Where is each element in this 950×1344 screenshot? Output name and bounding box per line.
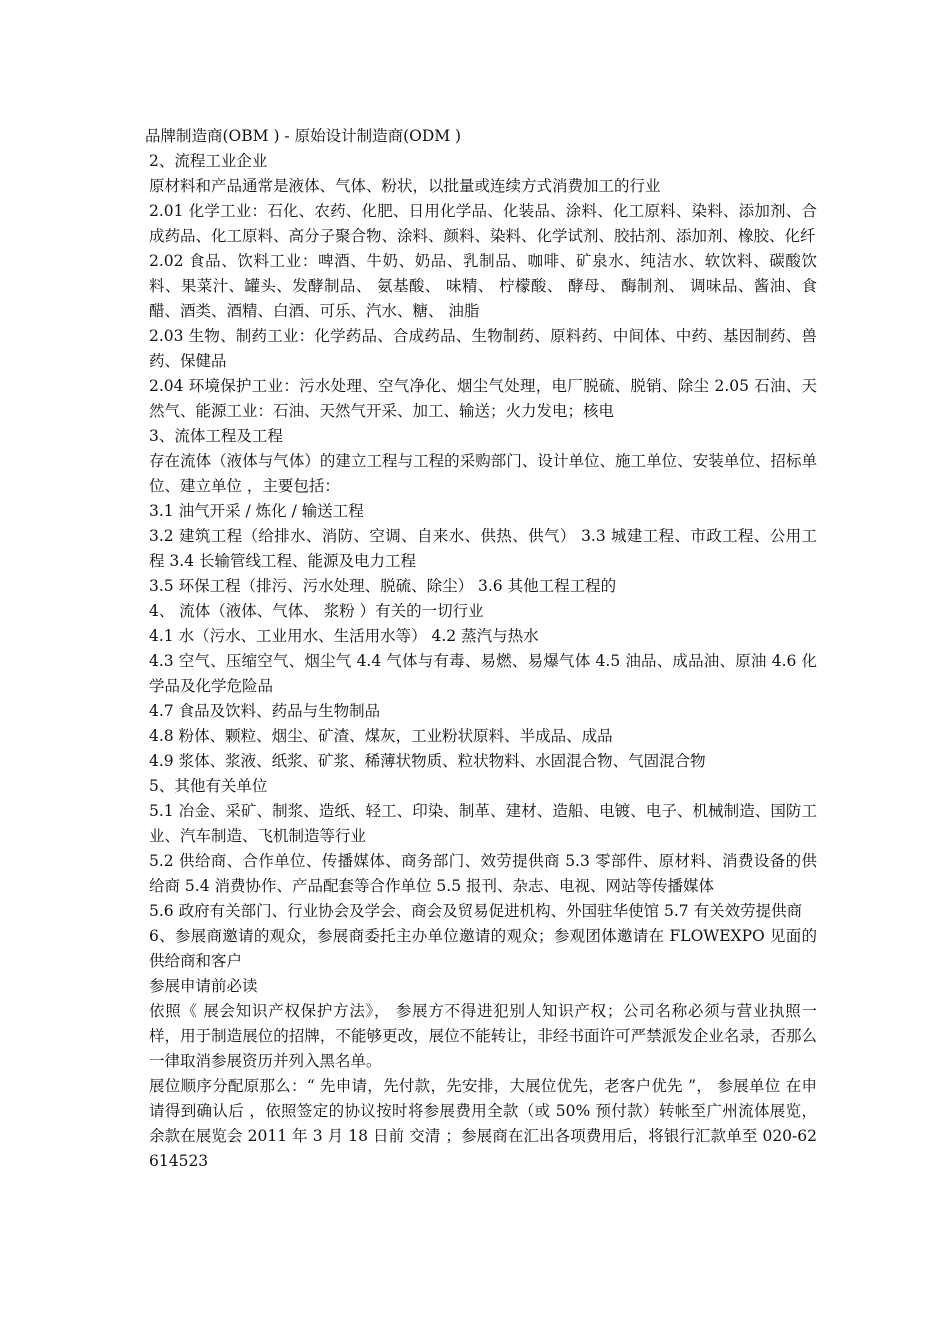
paragraph-booth-allocation: 展位顺序分配原那么：“ 先申请，先付款，先安排，大展位优先，老客户优先 ”， 参展单位 在申请得到确认后 ，依照签定的协议按时将参展费用全款（或 50% 预付款）转帐至广州流体展览，余款在展览会 2011 年 3 月 18 日前 交清 ；参展商在汇出各项费用后，将银行汇款单至 020-62614523 — [149, 1077, 817, 1170]
paragraph-construction: 3.2 建筑工程（给排水、消防、空调、自来水、供热、供气） 3.3 城建工程、市政工程、公用工程 3.4 长输管线工程、能源及电力工程 — [149, 527, 817, 570]
paragraph-ip-protection: 依照《 展会知识产权保护方法》， 参展方不得进犯别人知识产权；公司名称必须与营业执照一样，用于制造展位的招牌，不能够更改，展位不能转让，非经书面许可严禁派发企业名录，否那么一律取消参展资历并列入黑名单。 — [149, 1002, 817, 1070]
paragraph-process-industry-desc: 原材料和产品通常是液体、气体、粉状，以批量或连续方式消费加工的行业 — [149, 177, 661, 195]
paragraph-fluid-engineering-desc: 存在流体（液体与气体）的建立工程与工程的采购部门、设计单位、施工单位、安装单位、招标单位、建立单位 ，主要包括： — [149, 452, 817, 495]
paragraph-invited-visitors: 6、参展商邀请的观众，参展商委托主办单位邀请的观众；参观团体邀请在 FLOWEXPO 见面的供给商和客户 — [149, 927, 817, 970]
paragraph-metallurgy: 5.1 冶金、采矿、制浆、造纸、轻工、印染、制革、建材、造船、电镀、电子、机械制造、国防工业、汽车制造、飞机制造等行业 — [149, 802, 817, 845]
heading-fluid-industries: 4、 流体（液体、气体、 浆粉 ）有关的一切行业 — [149, 602, 484, 620]
heading-application-notice: 参展申请前必读 — [149, 977, 258, 995]
paragraph-brand-manufacturer: 品牌制造商(OBM ) - 原始设计制造商(ODM ) — [145, 127, 462, 145]
paragraph-suppliers: 5.2 供给商、合作单位、传播媒体、商务部门、效劳提供商 5.3 零部件、原材料、消费设备的供给商 5.4 消费协作、产品配套等合作单位 5.5 报刊、杂志、电视、网站等传播媒体 — [149, 852, 817, 895]
heading-process-industry: 2、流程工业企业 — [149, 152, 268, 170]
paragraph-food-beverage: 2.02 食品、饮料工业：啤酒、牛奶、奶品、乳制品、咖啡、矿泉水、纯洁水、软饮料、碳酸饮料、果菜汁、罐头、发酵制品、 氨基酸、 味精、 柠檬酸、 酵母、 酶制剂、 调味品、酱油、食醋、酒类、酒精、白酒、可乐、汽水、糖、 油脂 — [149, 252, 817, 320]
paragraph-food-drug: 4.7 食品及饮料、药品与生物制品 — [149, 702, 381, 720]
paragraph-government: 5.6 政府有关部门、行业协会及学会、商会及贸易促进机构、外国驻华使馆 5.7 有关效劳提供商 — [149, 902, 803, 920]
paragraph-water-steam: 4.1 水（污水、工业用水、生活用水等） 4.2 蒸汽与热水 — [149, 627, 539, 645]
paragraph-oil-gas: 3.1 油气开采 / 炼化 / 输送工程 — [149, 502, 364, 520]
paragraph-env-engineering: 3.5 环保工程（排污、污水处理、脱硫、除尘） 3.6 其他工程工程的 — [149, 577, 617, 595]
heading-fluid-engineering: 3、流体工程及工程 — [149, 427, 283, 445]
paragraph-powder: 4.8 粉体、颗粒、烟尘、矿渣、煤灰，工业粉状原料、半成品、成品 — [149, 727, 613, 745]
paragraph-slurry: 4.9 浆体、浆液、纸浆、矿浆、稀薄状物质、粒状物料、水固混合物、气固混合物 — [149, 752, 706, 770]
paragraph-air-gas-oil: 4.3 空气、压缩空气、烟尘气 4.4 气体与有毒、易燃、易爆气体 4.5 油品、成品油、原油 4.6 化学品及化学危险品 — [149, 652, 817, 695]
paragraph-chemical-industry: 2.01 化学工业：石化、农药、化肥、日用化学品、化装品、涂料、化工原料、染料、添加剂、合成药品、化工原料、高分子聚合物、涂料、颜料、染料、化学试剂、胶拈剂、添加剂、橡胶、化纤 — [149, 202, 817, 245]
paragraph-environmental: 2.04 环境保护工业：污水处理、空气净化、烟尘气处理，电厂脱硫、脱销、除尘 2.05 石油、天然气、能源工业：石油、天然气开采、加工、输送；火力发电；核电 — [149, 377, 817, 420]
paragraph-bio-pharma: 2.03 生物、制药工业：化学药品、合成药品、生物制药、原料药、中间体、中药、基因制药、兽药、保健品 — [149, 327, 817, 370]
heading-other-units: 5、其他有关单位 — [149, 777, 268, 795]
document-body — [145, 124, 817, 1174]
